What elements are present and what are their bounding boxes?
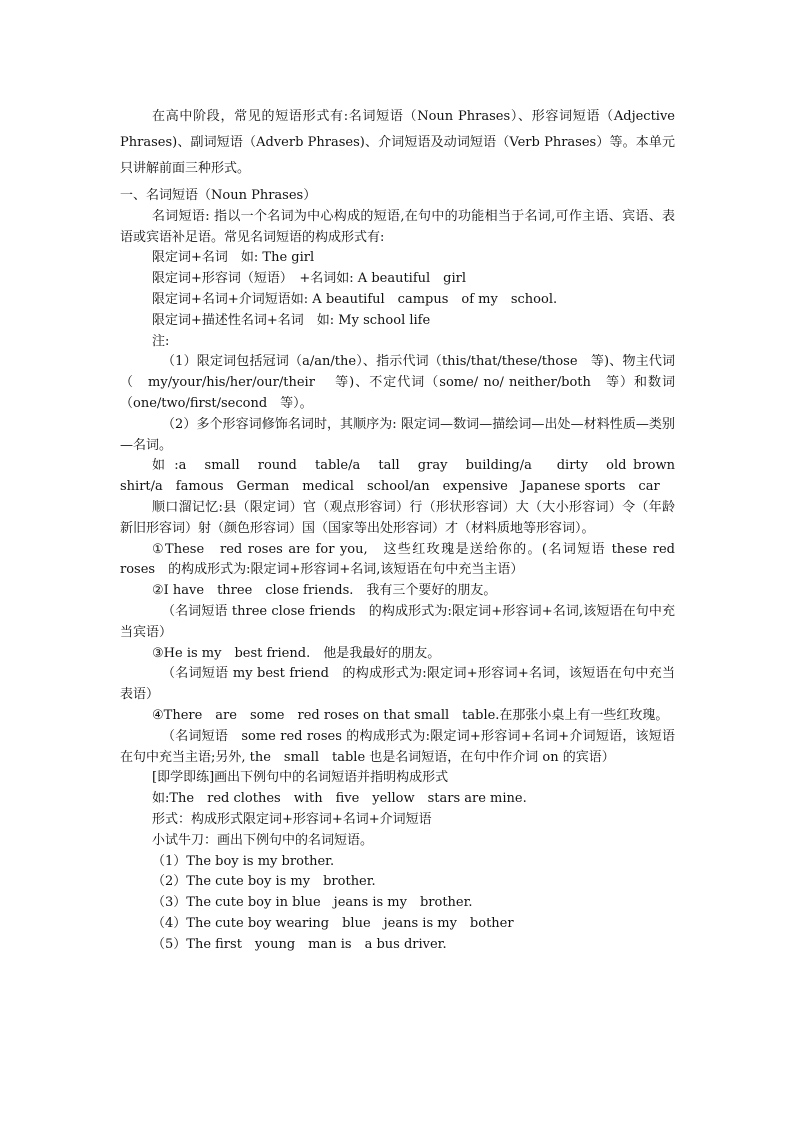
noun-phrase-definition: 名词短语: 指以一个名词为中心构成的短语,在句中的功能相当于名词,可作主语、宾语、表语或宾语补足语。常见名词短语的构成形式有: [120, 208, 675, 245]
exercise-item: （3）The cute boy in blue jeans is my brother. [152, 895, 473, 911]
practice-form: 形式：构成形式限定词+形容词+名词+介词短语 [152, 811, 432, 827]
note-label: 注: [152, 333, 170, 349]
exercise-item: （5）The first young man is a bus driver. [152, 936, 447, 952]
note-determiners: （1）限定词包括冠词（a/an/the）、指示代词（this/that/these/those 等)、物主代词（ my/your/his/her/our/their 等)、不定代词（some/ no/ neither/both 等）和数词（one/two/first/second 等）。 [120, 354, 675, 411]
example-sentence-1: ①These red roses are for you, 这些红玫瑰是送给你的。(名词短语 these red roses 的构成形式为:限定词+形容词+名词,该短语在句中充当主语） [120, 541, 689, 578]
section-heading-noun-phrases: 一、名词短语（Noun Phrases） [120, 188, 317, 203]
example-note-4: （名词短语 some red roses 的构成形式为:限定词+形容词+名词+介词短语，该短语在句中充当主语;另外, the small table 也是名词短语，在句中作介词 on 的宾语） [120, 728, 675, 765]
form-item: 限定词+名词+介词短语如: A beautiful campus of my school. [152, 291, 558, 307]
exercise-item: （2）The cute boy is my brother. [152, 874, 376, 890]
example-sentence-2: ②I have three close friends. 我有三个要好的朋友。 [152, 583, 497, 599]
note-adjective-order: （2）多个形容词修饰名词时，其顺序为: 限定词—数词—描绘词—出处—材料性质—类别—名词。 [120, 416, 675, 453]
example-note-2: （名词短语 three close friends 的构成形式为:限定词+形容词+名词,该短语在句中充当宾语） [120, 603, 675, 640]
example-sentence-4: ④There are some red roses on that small table.在那张小桌上有一些红玫瑰。 [152, 707, 669, 723]
exercise-heading: 小试牛刀：画出下例句中的名词短语。 [152, 832, 374, 848]
form-item: 限定词+形容词（短语） +名词如: A beautiful girl [152, 271, 467, 287]
form-item: 限定词+描述性名词+名词 如: My school life [152, 312, 431, 328]
exercise-item: （1）The boy is my brother. [152, 853, 335, 869]
practice-heading: [即学即练]画出下例句中的名词短语并指明构成形式 [152, 770, 449, 786]
intro-paragraph: 在高中阶段，常见的短语形式有:名词短语（Noun Phrases）、形容词短语（Adjective Phrases)、副词短语（Adverb Phrases)、介词短语及动词短语（Verb Phrases）等。本单元只讲解前面三种形式。 [120, 109, 675, 176]
form-item: 限定词+名词 如: The girl [152, 250, 315, 266]
exercise-item: （4）The cute boy wearing blue jeans is my bother [152, 915, 514, 931]
adjective-order-examples: 如 :a small round table/a tall gray building/a dirty old brown shirt/a famous German medical school/an expensive Japanese sports car [120, 458, 689, 495]
example-sentence-3: ③He is my best friend. 他是我最好的朋友。 [152, 645, 441, 661]
example-note-3: （名词短语 my best friend 的构成形式为:限定词+形容词+名词，该短语在句中充当表语） [120, 666, 675, 703]
mnemonic-paragraph: 顺口溜记忆:县（限定词）官（观点形容词）行（形状形容词）大（大小形容词）令（年龄新旧形容词）射（颜色形容词）国（国家等出处形容词）才（材料质地等形容词）。 [120, 499, 675, 536]
document-page [120, 104, 689, 955]
practice-example: 如:The red clothes with five yellow stars are mine. [152, 791, 527, 807]
